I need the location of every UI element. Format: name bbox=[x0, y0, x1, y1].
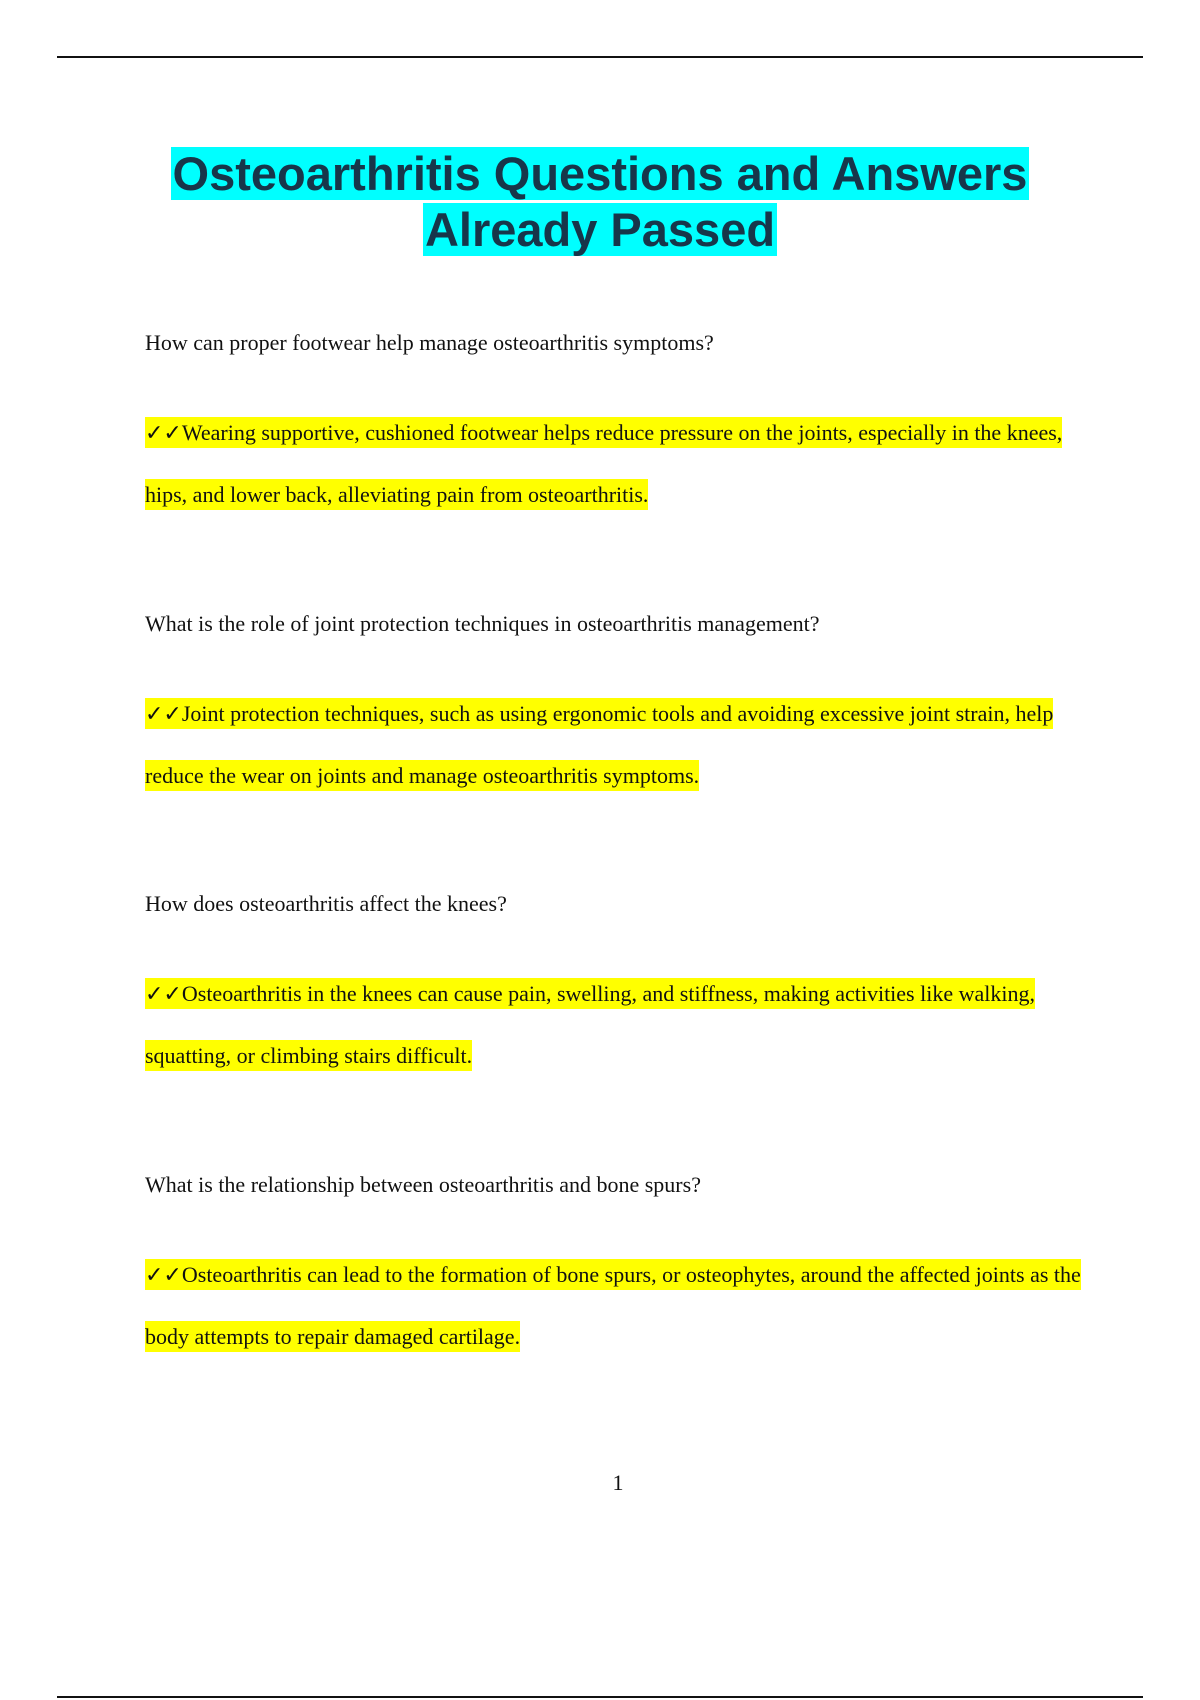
answer-body: Osteoarthritis in the knees can cause pain, swelling, and stiffness, making activities like walking, squatting, or climbing stairs difficult. bbox=[145, 981, 1035, 1068]
qa-item-1 bbox=[145, 328, 1095, 525]
question-text: How can proper footwear help manage osteoarthritis symptoms? bbox=[145, 330, 714, 355]
title-line-1: Osteoarthritis Questions and Answers bbox=[172, 147, 1028, 200]
double-check-icon: ✓✓ bbox=[145, 982, 182, 1007]
qa-item-4 bbox=[145, 1170, 1095, 1367]
answer-body: Joint protection techniques, such as using ergonomic tools and avoiding excessive joint strain, help reduce the wear on joints and manage osteoarthritis symptoms. bbox=[145, 701, 1054, 788]
answer-text bbox=[145, 1244, 1095, 1367]
double-check-icon: ✓✓ bbox=[145, 702, 182, 727]
answer-body: Wearing supportive, cushioned footwear helps reduce pressure on the joints, especially in the knees, hips, and lower back, alleviating pain from osteoarthritis. bbox=[145, 420, 1063, 507]
answer-text bbox=[145, 402, 1095, 525]
double-check-icon: ✓✓ bbox=[145, 1263, 182, 1288]
title-line-2: Already Passed bbox=[424, 203, 776, 256]
question-text: What is the role of joint protection techniques in osteoarthritis management? bbox=[145, 611, 820, 636]
answer-body: Osteoarthritis can lead to the formation of bone spurs, or osteophytes, around the affected joints as the body attempts to repair damaged cartilage. bbox=[145, 1262, 1081, 1349]
qa-item-2 bbox=[145, 609, 1095, 806]
question-text: What is the relationship between osteoarthritis and bone spurs? bbox=[145, 1172, 701, 1197]
bottom-rule bbox=[57, 1696, 1143, 1698]
page-number: 1 bbox=[612, 1470, 624, 1495]
question-text: How does osteoarthritis affect the knees? bbox=[145, 891, 507, 916]
document-title bbox=[100, 146, 1100, 258]
double-check-icon: ✓✓ bbox=[145, 421, 182, 446]
top-rule bbox=[57, 56, 1143, 58]
answer-text bbox=[145, 963, 1095, 1086]
answer-text bbox=[145, 683, 1095, 806]
qa-item-3 bbox=[145, 889, 1095, 1086]
